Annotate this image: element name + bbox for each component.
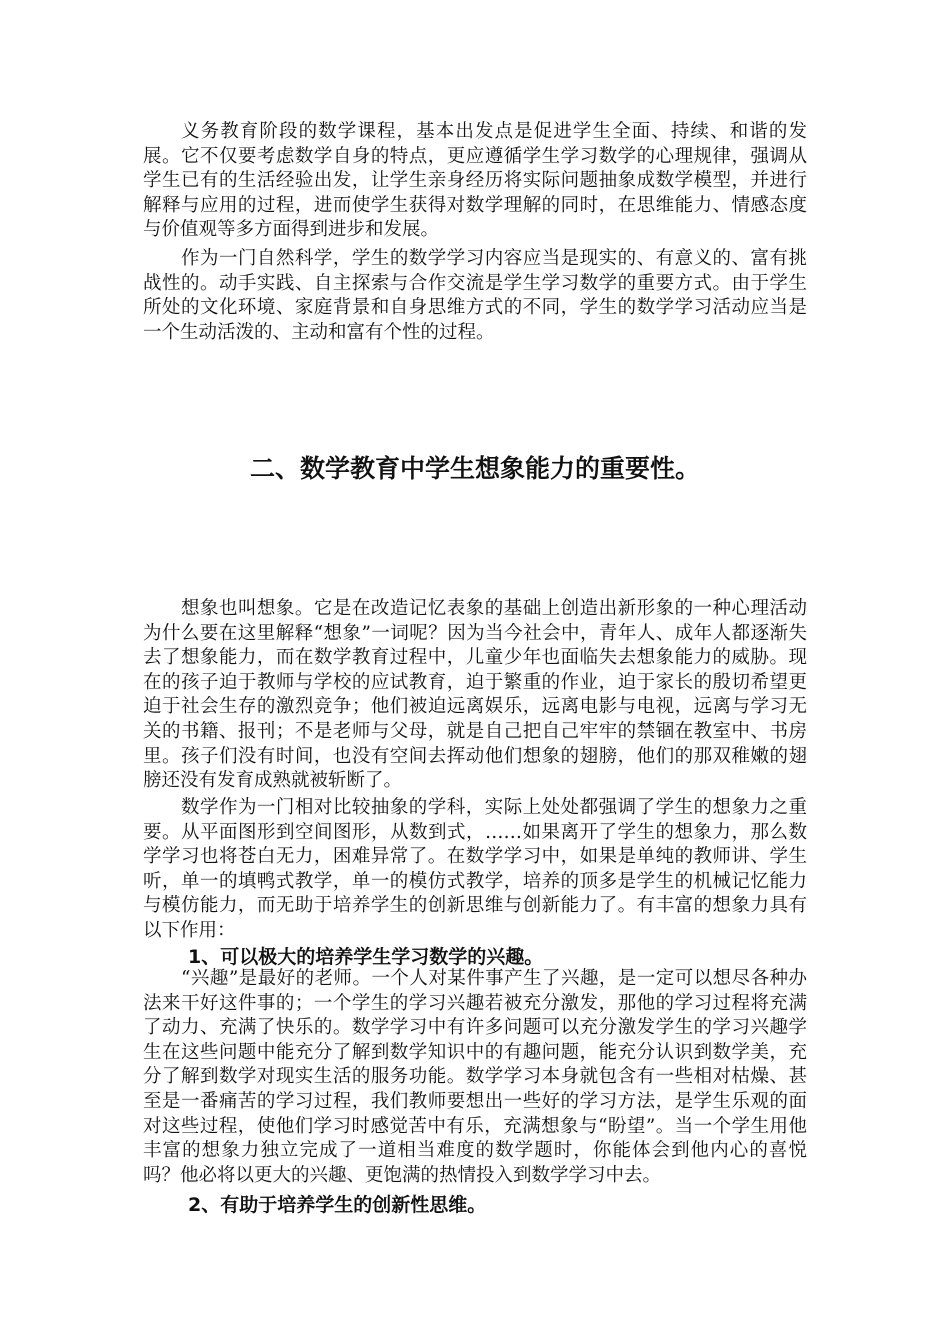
subheading-innovation: 2、有助于培养学生的创新性思维。 [188,1194,487,1216]
paragraph-abstract-subject: 数学作为一门相对比较抽象的学科，实际上处处都强调了学生的想象力之重要。从平面图形到空间图形，从数到式，……如果离开了学生的想象力，那么数学学习也将苍白无力，困难异常了。在数学学习中，如果是单纯的教师讲、学生听，单一的填鸭式教学，单一的模仿式教学，培养的顶多是学生的机械记忆能力与模仿能力，而无助于培养学生的创新思维与创新能力了。有丰富的想象力具有以下作用： [143,797,807,941]
subheading-interest: 1、可以极大的培养学生学习数学的兴趣。 [188,946,544,968]
section-heading: 二、数学教育中学生想象能力的重要性。 [249,454,700,483]
paragraph-interest: “兴趣”是最好的老师。一个人对某件事产生了兴趣，是一定可以想尽各种办法来干好这件事的；一个学生的学习兴趣若被充分激发，那他的学习过程将充满了动力、充满了快乐的。数学学习中有许多问题可以充分激发学生的学习兴趣学生在这些问题中能充分了解到数学知识中的有趣问题，能充分认识到数学美，充分了解到数学对现实生活的服务功能。数学学习本身就包含有一些相对枯燥、甚至是一番痛苦的学习过程，我们教师要想出一些好的学习方法，是学生乐观的面对这些过程，使他们学习时感觉苦中有乐，充满想象与“盼望”。当一个学生用他丰富的想象力独立完成了一道相当难度的数学题时，你能体会到他内心的喜悦吗？他必将以更大的兴趣、更饱满的热情投入到数学学习中去。 [143,968,807,1186]
paragraph-intro: 义务教育阶段的数学课程，基本出发点是促进学生全面、持续、和谐的发展。它不仅要考虑数学自身的特点，更应遵循学生学习数学的心理规律，强调从学生已有的生活经验出发，让学生亲身经历将实际问题抽象成数学模型，并进行解释与应用的过程，进而使学生获得对数学理解的同时，在思维能力、情感态度与价值观等多方面得到进步和发展。 [143,121,807,241]
paragraph-imagination: 想象也叫想象。它是在改造记忆表象的基础上创造出新形象的一种心理活动为什么要在这里解释“想象”一词呢？因为当今社会中，青年人、成年人都逐渐失去了想象能力，而在数学教育过程中，儿童少年也面临失去想象能力的威胁。现在的孩子迫于教师与学校的应试教育，迫于繁重的作业，迫于家长的殷切希望更迫于社会生存的激烈竞争；他们被迫远离娱乐，远离电影与电视，远离与学习无关的书籍、报刊；不是老师与父母，就是自己把自己牢牢的禁锢在教室中、书房里。孩子们没有时间，也没有空间去挥动他们想象的翅膀，他们的那双稚嫩的翅膀还没有发育成熟就被斩断了。 [143,598,807,792]
paragraph-natural-science: 作为一门自然科学，学生的数学学习内容应当是现实的、有意义的、富有挑战性的。动手实践、自主探索与合作交流是学生学习数学的重要方式。由于学生所处的文化环境、家庭背景和自身思维方式的不同，学生的数学学习活动应当是一个生动活泼的、主动和富有个性的过程。 [143,248,807,343]
